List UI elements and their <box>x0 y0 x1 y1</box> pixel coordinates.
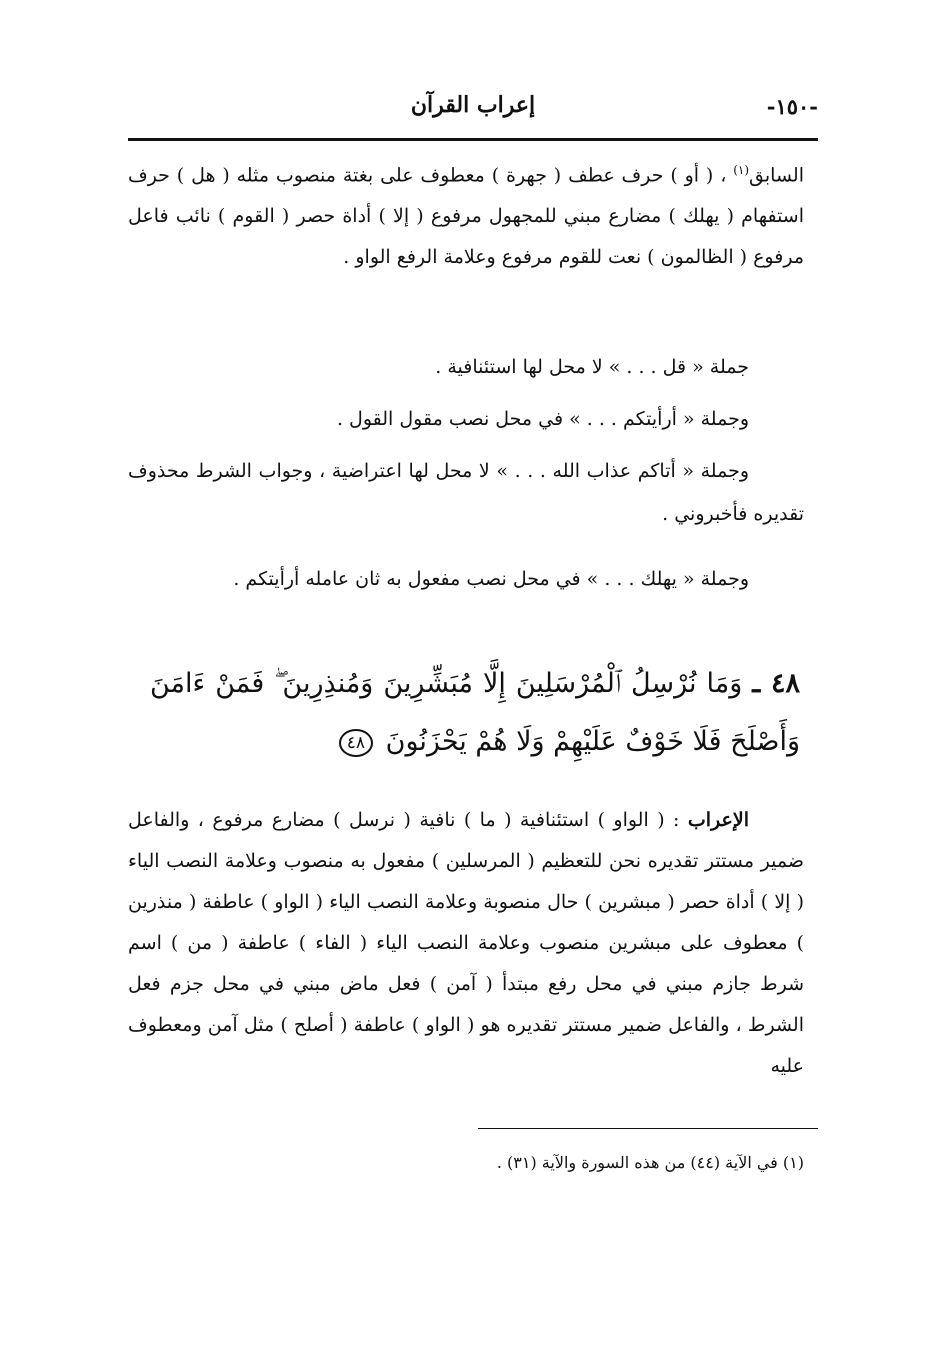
paragraph-start-text: السابق <box>749 164 804 187</box>
sentence-text: وجملة « أتاكم عذاب الله . . . » لا محل لها اعتراضية ، وجواب الشرط محذوف تقديره فأخبروني . <box>128 460 804 525</box>
sentence-line <box>128 346 804 389</box>
paragraph-continuation <box>128 150 804 278</box>
sentence-text: وجملة « يهلك . . . » في محل نصب مفعول به ثان عامله أرأيتكم . <box>233 568 749 590</box>
verse-text: وَمَا نُرْسِلُ ٱلْمُرْسَلِينَ إِلَّا مُبَشِّرِينَ وَمُنذِرِينَ ۖ فَمَنْ ءَامَنَ وَأَصْلَحَ فَلَا خَوْفٌ عَلَيْهِمْ وَلَا هُمْ يَحْزَنُونَ <box>150 668 800 757</box>
sentence-line <box>128 398 804 441</box>
footnote-divider <box>478 1128 818 1129</box>
page-header <box>128 92 818 132</box>
page-number: -١٥٠- <box>766 94 818 119</box>
sentence-text: وجملة « أرأيتكم . . . » في محل نصب مقول القول . <box>336 408 749 430</box>
verse-end-marker: ٤٨ <box>339 729 373 757</box>
footnote-reference: (١) <box>733 163 750 177</box>
paragraph-rest-text: ، ( أو ) حرف عطف ( جهرة ) معطوف على بغتة منصوب مثله ( هل ) حرف استفهام ( يهلك ) مضارع مبني للمجهول مرفوع ( إلا ) أداة حصر ( القوم ) نائب فاعل مرفوع ( الظالمون ) نعت للقوم مرفوع وعلامة الرفع الواو . <box>128 164 804 269</box>
quran-verse <box>150 655 800 771</box>
sentence-line <box>128 558 804 601</box>
top-paragraph <box>128 150 804 278</box>
irab-paragraph <box>128 800 804 1087</box>
irab-text <box>128 800 804 1087</box>
sentence-text: جملة « قل . . . » لا محل لها استئنافية . <box>435 356 749 378</box>
irab-label: الإعراب <box>687 809 749 831</box>
book-title: إعراب القرآن <box>410 92 536 118</box>
header-divider <box>128 138 818 141</box>
footnote: (١) في الآية (٤٤) من هذه السورة والآية (٣١) . <box>496 1153 804 1172</box>
sentence-block <box>128 450 804 536</box>
verse-number: ٤٨ ـ <box>752 668 800 699</box>
irab-body: : ( الواو ) استئنافية ( ما ) نافية ( نرسل ) مضارع مرفوع ، والفاعل ضمير مستتر تقديره نحن للتعظيم ( المرسلين ) مفعول به منصوب وعلامة النصب الياء ( إلا ) أداة حصر ( مبشرين ) حال منصوبة وعلامة النصب الياء ( الواو ) عاطفة ( منذرين ) معطوف على مبشرين منصوب وعلامة النصب الياء ( الفاء ) عاطفة ( من ) اسم شرط جازم مبني في محل رفع مبتدأ ( آمن ) فعل ماض مبني في محل جزم فعل الشرط ، والفاعل ضمير مستتر تقديره هو ( الواو ) عاطفة ( أصلح ) مثل آمن ومعطوف عليه <box>128 809 804 1077</box>
